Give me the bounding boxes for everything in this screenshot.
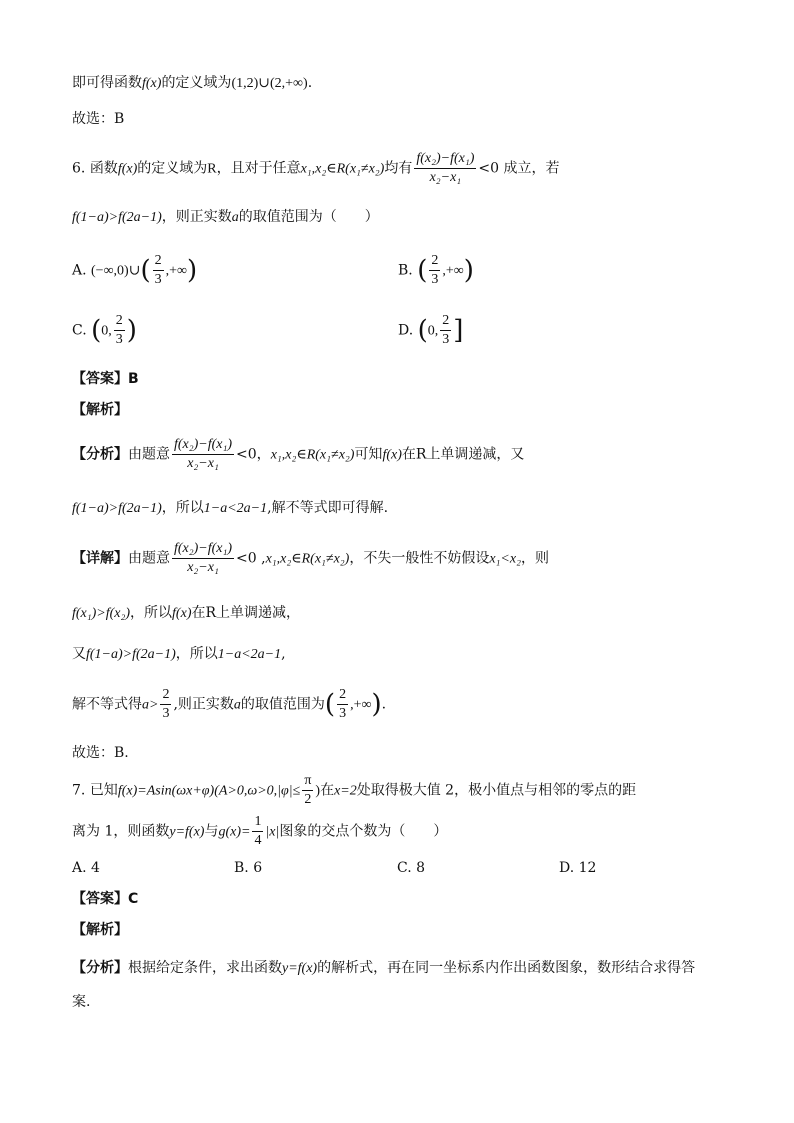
q7-option-d: D. 12: [559, 860, 597, 876]
q5-choice-line: 故选：B: [72, 111, 125, 127]
q7-analysis-heading: 【解析】: [72, 922, 128, 938]
q6-xiangjie-line1: 【详解】由题意 $\frac{\text{f(x₂)−f(x₁)}}{\text{x₂−x₁}}$ <0 ,x₁,x₂∈R(x₁≠x₂)，不失一般性不妨假设x₁<x₂，则: [72, 541, 549, 575]
domain-set: (1,2)∪(2,+∞): [231, 76, 308, 91]
q7-option-a: A. 4: [72, 860, 100, 876]
fx-expr: f(x): [142, 76, 162, 91]
q6-final: 故选：B.: [72, 745, 129, 761]
q6-fenxi-line2: f(1−a)>f(2a−1)，所以1−a<2a−1,解不等式即可得解.: [72, 500, 389, 516]
q6-option-d: D. (0, $\frac{2}{3}$ ]: [398, 313, 464, 347]
q6-fraction: $\frac{\text{f(x₂)−f(x₁)}}{\text{x₂−x₁}}$: [416, 151, 475, 185]
q6-analysis-heading: 【解析】: [72, 402, 128, 418]
q6-option-c: C. (0, $\frac{2}{3}$ ): [72, 313, 137, 347]
q6-answer: 【答案】B: [72, 371, 139, 387]
q6-fenxi-line1: 【分析】由题意 $\frac{\text{f(x₂)−f(x₁)}}{\text{x₂−x₁}}$ <0，x₁,x₂∈R(x₁≠x₂)可知f(x)在R上单调递减，又: [72, 437, 525, 471]
q7-fenxi-line1: 【分析】根据给定条件，求出函数y=f(x)的解析式，再在同一坐标系内作出函数图象，数形结合求得答: [72, 960, 696, 976]
q6-stem-line1: 6. 函数f(x)的定义域为R，且对于任意x₁,x₂∈R(x₁≠x₂)均有 $\frac{\text{f(x₂)−f(x₁)}}{\text{x₂−x₁}}$ <0 成立，若: [72, 151, 560, 185]
q6-stem-line2: f(1−a)>f(2a−1)，则正实数a的取值范围为（ ）: [72, 209, 379, 225]
q6-xiangjie-line4: 解不等式得a> $\frac{2}{3}$ ,则正实数a的取值范围为( $\frac{2}{3}$ ,+∞).: [72, 687, 387, 721]
q7-option-b: B. 6: [234, 860, 263, 876]
q7-stem-line2: 离为 1，则函数y=f(x)与g(x)= $\frac{1}{4}$ |x|图象的交点个数为（ ）: [72, 814, 448, 848]
q6-option-a: A. (−∞,0)∪( $\frac{2}{3}$ ,+∞): [72, 253, 198, 287]
q7-option-c: C. 8: [397, 860, 426, 876]
q6-xiangjie-line2: f(x₁)>f(x₂)，所以f(x)在R上单调递减，: [72, 605, 301, 621]
q6-option-b: B. ( $\frac{2}{3}$ ,+∞): [398, 253, 474, 287]
q7-fenxi-line2: 案.: [72, 994, 91, 1010]
q7-stem-line1: 7. 已知f(x)=Asin(ωx+φ)(A>0,ω>0,|φ|≤ $\frac{\pi}{2}$ )在x=2处取得极大值 2，极小值点与相邻的零点的距: [72, 773, 637, 807]
q6-xiangjie-line3: 又f(1−a)>f(2a−1)，所以1−a<2a−1,: [72, 646, 286, 662]
domain-conclusion-line: 即可得函数f(x)的定义域为(1,2)∪(2,+∞).: [72, 75, 313, 91]
q7-answer: 【答案】C: [72, 891, 139, 907]
